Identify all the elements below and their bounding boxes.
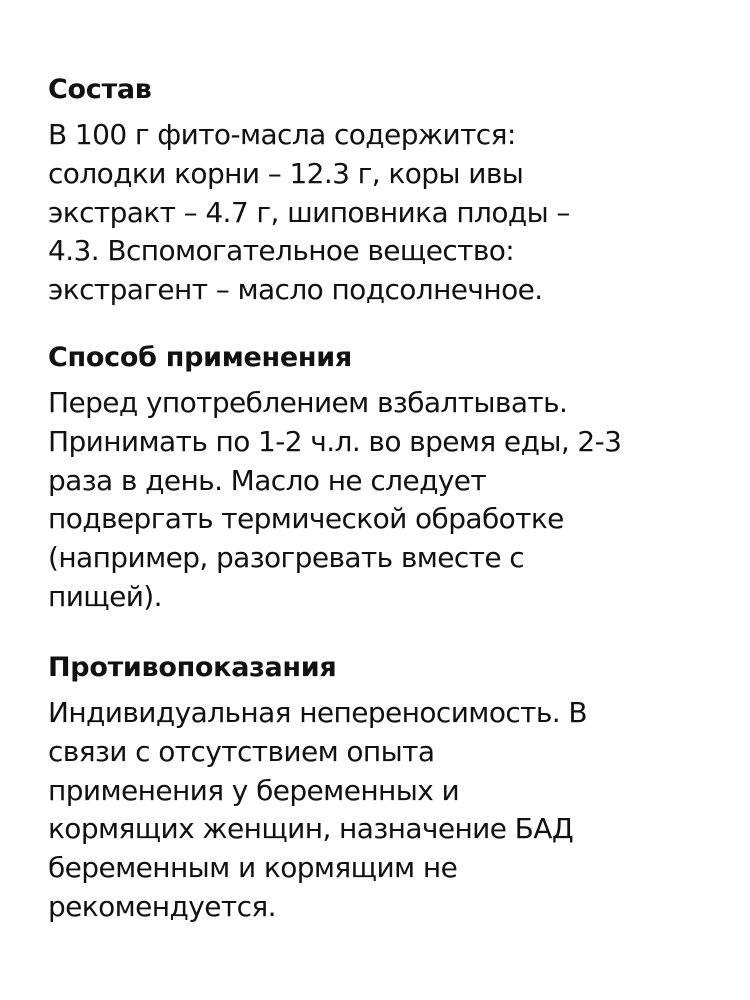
contraindications-heading: Противопоказания bbox=[48, 652, 337, 683]
contraindications-line: применения у беременных и bbox=[48, 773, 460, 807]
usage-text bbox=[48, 384, 728, 617]
usage-line: (например, разогревать вместе с bbox=[48, 541, 525, 575]
composition-line: экстрагент – масло подсолнечное. bbox=[48, 273, 543, 307]
usage-line: Принимать по 1-2 ч.л. во время еды, 2-3 bbox=[48, 424, 622, 458]
usage-heading: Способ применения bbox=[48, 342, 352, 373]
composition-line: экстракт – 4.7 г, шиповника плоды – bbox=[48, 195, 570, 229]
composition-text bbox=[48, 116, 728, 310]
contraindications-line: Индивидуальная непереносимость. В bbox=[48, 696, 587, 729]
composition-line: В 100 г фито-масла содержится: bbox=[48, 118, 516, 151]
composition-line: солодки корни – 12.3 г, коры ивы bbox=[48, 156, 524, 190]
usage-section bbox=[48, 340, 728, 617]
contraindications-line: кормящих женщин, назначение БАД bbox=[48, 812, 574, 846]
usage-line: Перед употреблением взбалтывать. bbox=[48, 386, 568, 419]
usage-line: пищей). bbox=[48, 579, 162, 613]
usage-line: подвергать термической обработке bbox=[48, 502, 564, 536]
contraindications-line: беременным и кормящим не bbox=[48, 851, 458, 885]
contraindications-section bbox=[48, 650, 728, 927]
composition-heading: Состав bbox=[48, 74, 152, 105]
contraindications-text bbox=[48, 694, 728, 927]
contraindications-line: рекомендуется. bbox=[48, 889, 276, 923]
contraindications-line: связи с отсутствием опыта bbox=[48, 734, 435, 768]
composition-line: 4.3. Вспомогательное вещество: bbox=[48, 234, 515, 268]
usage-line: раза в день. Масло не следует bbox=[48, 463, 487, 497]
composition-section bbox=[48, 72, 728, 310]
